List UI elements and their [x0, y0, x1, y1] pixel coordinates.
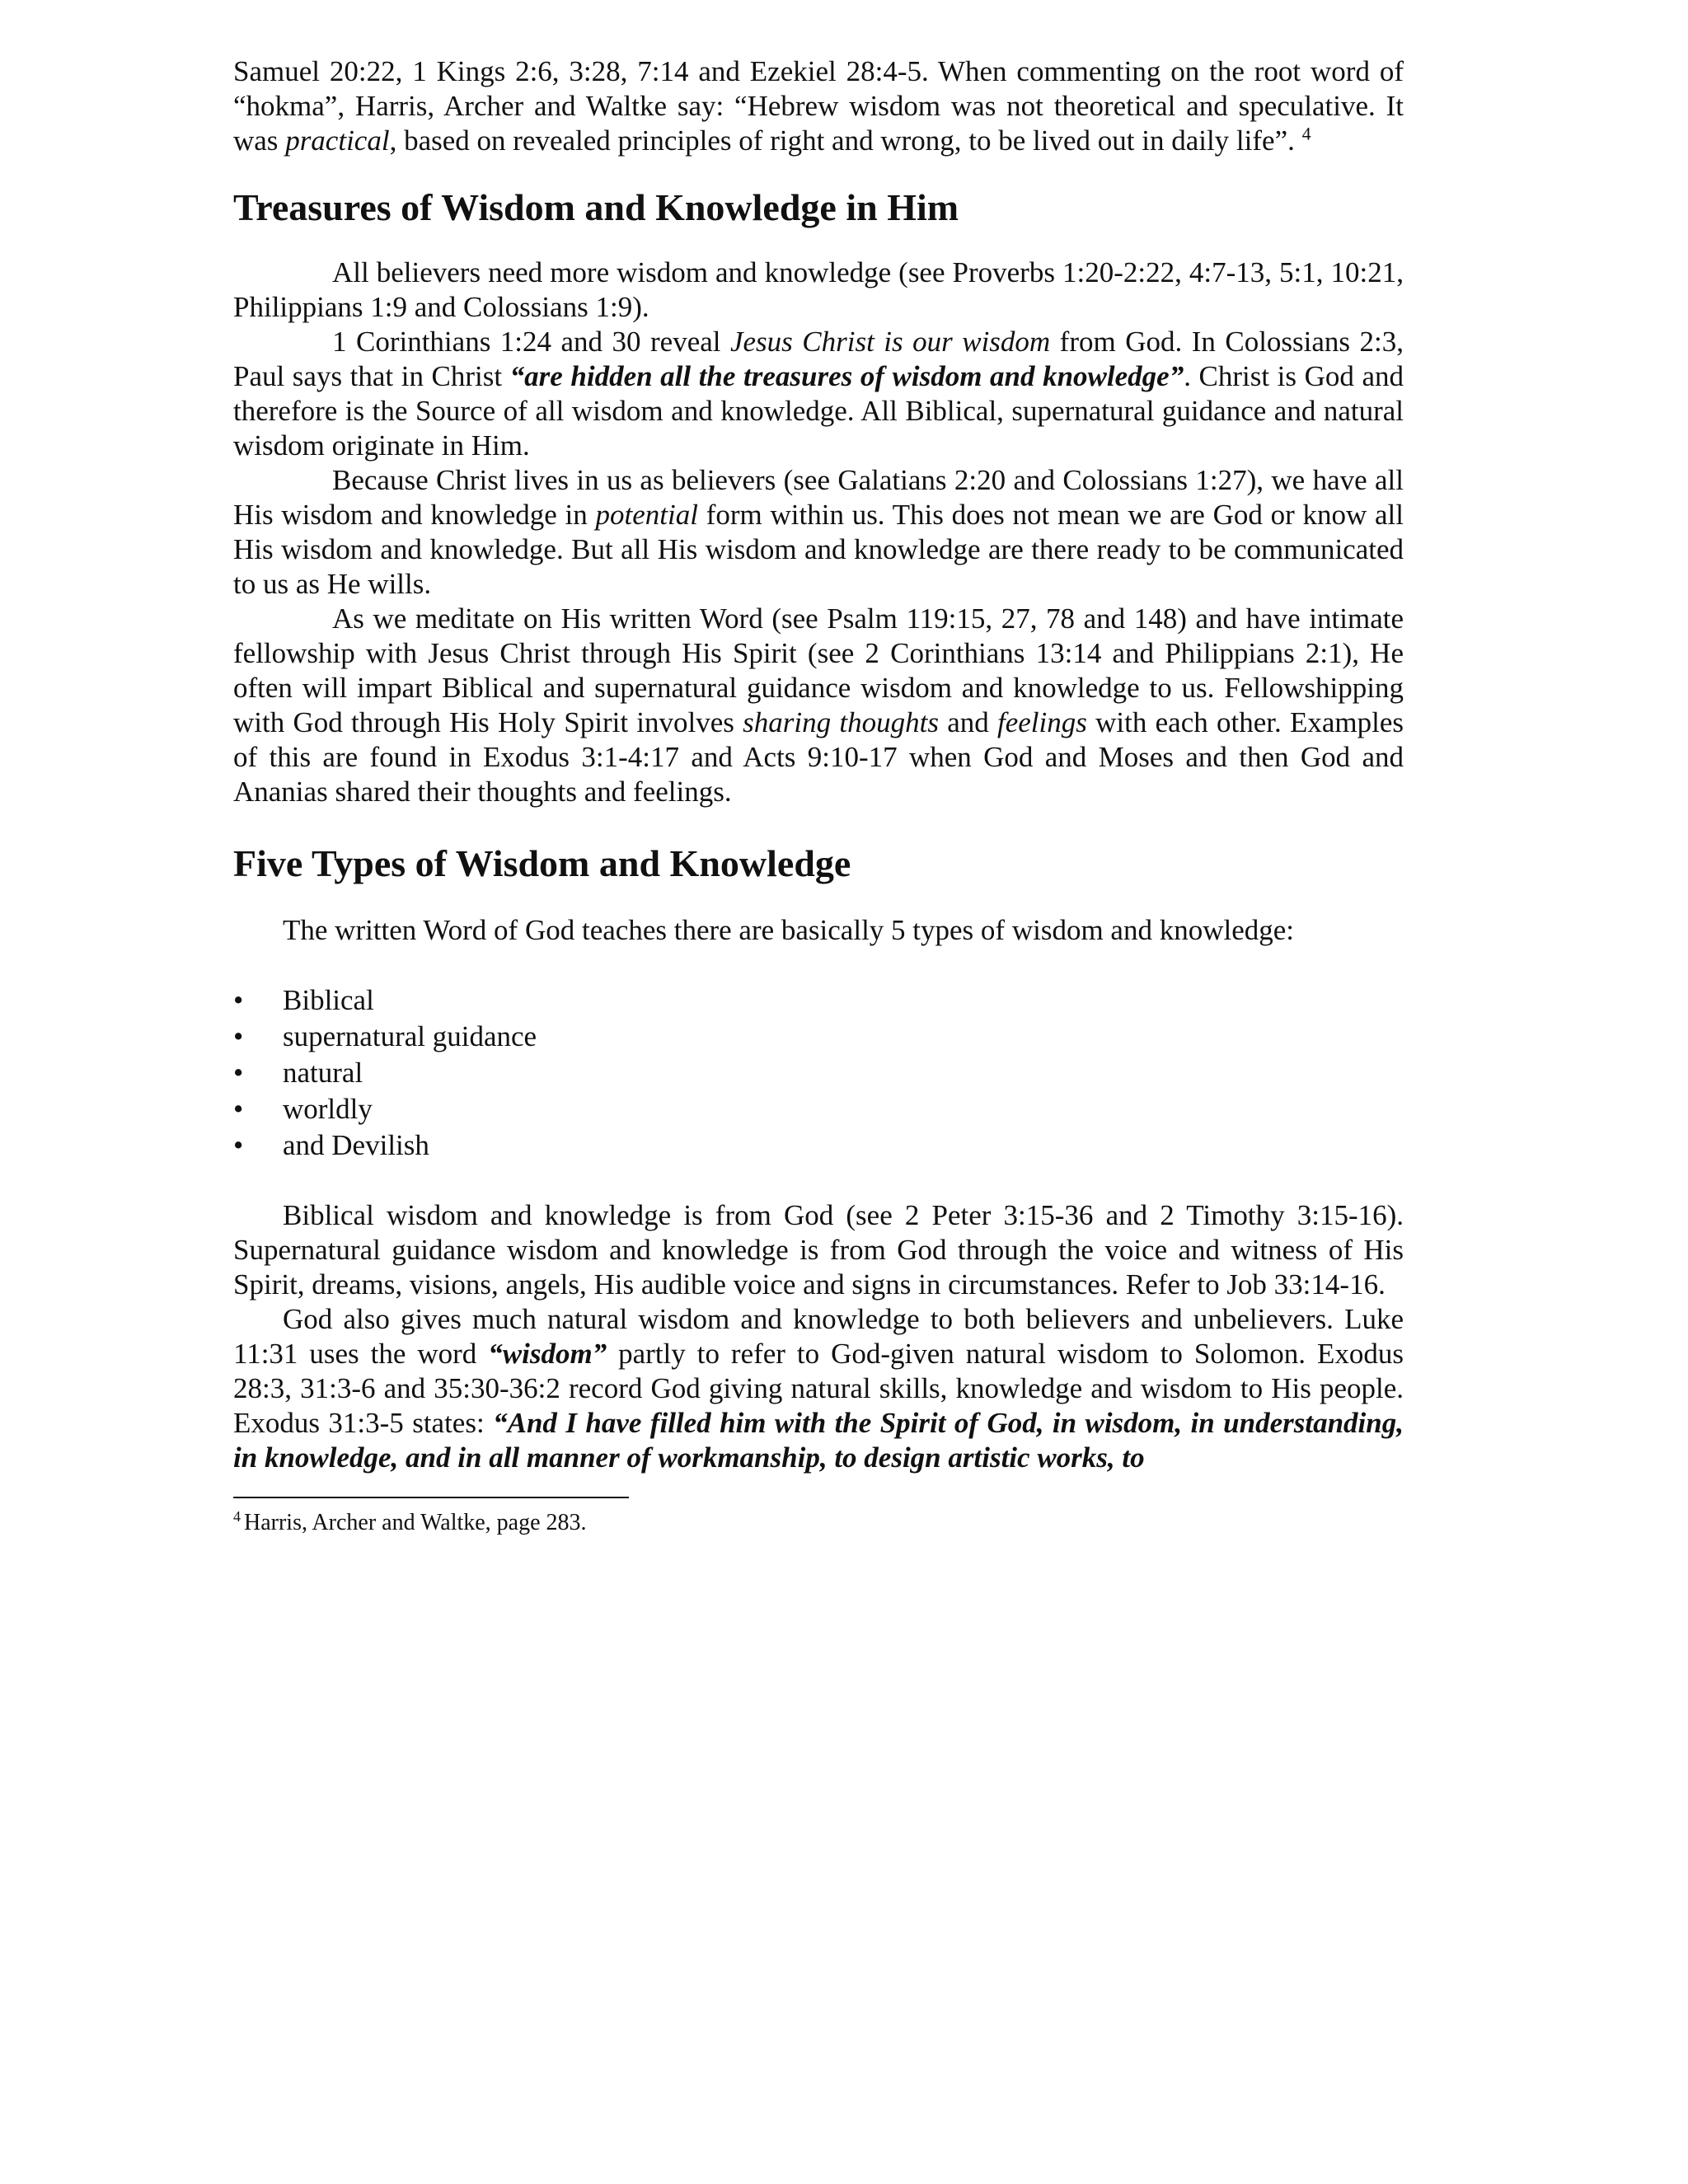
s2p3-text-a: God also gives much natural wisdom and knowledge to both believers and unbelievers. Luke 11:31 uses the word [233, 1303, 1404, 1370]
intro-emphasis: practical [285, 124, 390, 157]
s1p4-text-b: and [938, 706, 998, 738]
footnote-reference[interactable]: 4 [1301, 123, 1311, 144]
section2-paragraph-3 [233, 1302, 1404, 1475]
list-item [233, 1127, 1404, 1164]
section1-paragraph-1: All believers need more wisdom and knowledge (see Proverbs 1:20-2:22, 4:7-13, 5:1, 10:21, Philippians 1:9 and Colossians 1:9). [233, 256, 1404, 323]
s1p2-emphasis: Jesus Christ is our wisdom [729, 326, 1051, 358]
section2-paragraph-1: The written Word of God teaches there are basically 5 types of wisdom and knowledge: [283, 914, 1294, 946]
bullet-icon: • [233, 1020, 244, 1052]
footnote-number: 4 [233, 1507, 241, 1525]
intro-paragraph [233, 54, 1404, 158]
bullet-icon: • [233, 1129, 244, 1161]
list-item-label: supernatural guidance [283, 1020, 537, 1052]
s1p4-text-a: As we meditate on His written Word (see Psalm 119:15, 27, 78 and 148) and have intimate fellowship with Jesus Christ through His Spirit (see 2 Corinthians 13:14 and Philippians 2:1), He often will impart Biblical and supernatural guidance wisdom and knowledge to us. Fellowshipping with God through His Holy Spirit involves [233, 602, 1404, 738]
list-item-label: Biblical [283, 984, 374, 1016]
intro-text-a: Samuel 20:22, 1 Kings 2:6, 3:28, 7:14 and Ezekiel 28:4-5. When commenting on the root word of “hokma”, Harris, Archer and Waltke say: “Hebrew wisdom was not theoretical and speculative. It was [233, 55, 1404, 157]
s1p4-text-c: with each other. Examples of this are found in Exodus 3:1-4:17 and Acts 9:10-17 when God and Moses and then God and Ananias shared their thoughts and feelings. [233, 706, 1404, 808]
bullet-icon: • [233, 1093, 244, 1125]
section1-paragraph-2 [233, 325, 1404, 463]
list-item-label: and Devilish [283, 1129, 429, 1161]
list-item [233, 1091, 1404, 1127]
list-item-label: natural [283, 1057, 363, 1089]
s1p3-text-a: Because Christ lives in us as believers (see Galatians 2:20 and Colossians 1:27), we have all His wisdom and knowledge in [233, 464, 1404, 531]
section2-paragraph-2: Biblical wisdom and knowledge is from God (see 2 Peter 3:15-36 and 2 Timothy 3:15-16). Supernatural guidance wisdom and knowledge is from God through the voice and witness of His Spirit, dreams, visions, angels, His audible voice and signs in circumstances. Refer to Job 33:14-16. [233, 1199, 1404, 1301]
wisdom-types-list [233, 982, 1404, 1164]
s1p2-text-a: 1 Corinthians 1:24 and 30 reveal [332, 326, 730, 358]
s1p4-emphasis-2: feelings [997, 706, 1087, 738]
footnote-text: Harris, Archer and Waltke, page 283. [244, 1510, 587, 1535]
list-item [233, 1055, 1404, 1091]
section1-paragraph-3 [233, 463, 1404, 602]
s2p3-text-b: partly to refer to God-given natural wisdom to Solomon. Exodus 28:3, 31:3-6 and 35:30-36:2 record God giving natural skills, knowledge and wisdom to His people. Exodus 31:3-5 states: [233, 1338, 1404, 1439]
list-item-label: worldly [283, 1093, 373, 1125]
footnote [233, 1508, 1404, 1538]
list-item [233, 1019, 1404, 1055]
s1p2-text-b: from God. In Colossians 2:3, Paul says that in Christ [233, 326, 1404, 392]
s2p3-quoted-word: “wisdom” [488, 1338, 607, 1370]
intro-text-b: , based on revealed principles of right and wrong, to be lived out in daily life”. [389, 124, 1302, 157]
s1p4-emphasis-1: sharing thoughts [743, 706, 939, 738]
s1p2-scripture-quote: “are hidden all the treasures of wisdom and knowledge” [509, 360, 1184, 392]
s1p2-text-c: . Christ is God and therefore is the Source of all wisdom and knowledge. All Biblical, supernatural guidance and natural wisdom originate in Him. [233, 360, 1404, 462]
section-heading-treasures: Treasures of Wisdom and Knowledge in Him [233, 186, 959, 228]
footnote-divider [233, 1497, 629, 1498]
bullet-icon: • [233, 984, 244, 1016]
s1p3-emphasis: potential [595, 499, 698, 531]
s2p3-scripture-quote: “And I have filled him with the Spirit of God, in wisdom, in understanding, in knowledge, and in all manner of workmanship, to design artistic works, to [233, 1407, 1404, 1474]
list-item [233, 982, 1404, 1019]
bullet-icon: • [233, 1057, 244, 1089]
section-heading-five-types: Five Types of Wisdom and Knowledge [233, 842, 851, 884]
document-page [233, 54, 1404, 1538]
s1p3-text-b: form within us. This does not mean we are God or know all His wisdom and knowledge. But all His wisdom and knowledge are there ready to be communicated to us as He wills. [233, 499, 1404, 600]
section1-paragraph-4 [233, 602, 1404, 809]
